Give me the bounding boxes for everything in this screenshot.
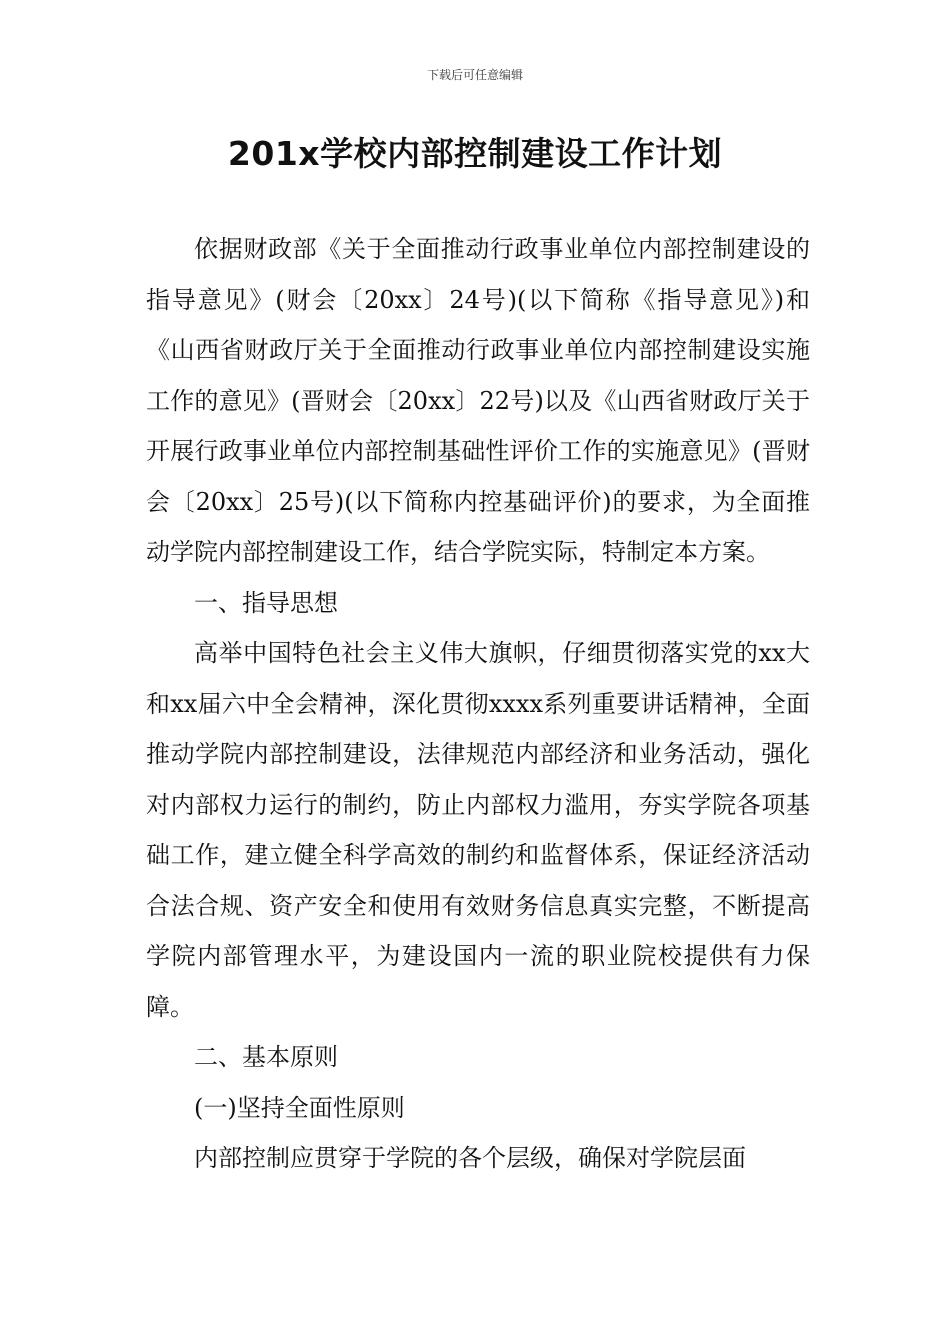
paragraph-basis: 依据财政部《关于全面推动行政事业单位内部控制建设的指导意见》(财会〔20xx〕24号)(以下简称《指导意见》)和《山西省财政厅关于全面推动行政事业单位内部控制建设实施工作的意见》(晋财会〔20xx〕22号)以及《山西省财政厅关于开展行政事业单位内部控制基础性评价工作的实施意见》(晋财会〔20xx〕25号)(以下简称内控基础评价)的要求，为全面推动学院内部控制建设工作，结合学院实际，特制定本方案。 — [146, 235, 810, 566]
document-title: 201x学校内部控制建设工作计划 — [227, 134, 723, 173]
section-heading-basic-principles: 二、基本原则 — [194, 1043, 338, 1071]
document-body — [146, 224, 810, 1184]
subsection-heading-comprehensiveness: (一)坚持全面性原则 — [194, 1093, 405, 1122]
section-heading-guiding-ideology: 一、指导思想 — [194, 588, 338, 617]
paragraph-comprehensiveness: 内部控制应贯穿于学院的各个层级，确保对学院层面 — [194, 1144, 746, 1172]
page-header-note: 下载后可任意编辑 — [426, 68, 523, 82]
paragraph-guiding-ideology: 高举中国特色社会主义伟大旗帜，仔细贯彻落实党的xx大和xx届六中全会精神，深化贯彻xxxx系列重要讲话精神，全面推动学院内部控制建设，法律规范内部经济和业务活动，强化对内部权力运行的制约，防止内部权力滥用，夯实学院各项基础工作，建立健全科学高效的制约和监督体系，保证经济活动合法合规、资产安全和使用有效财务信息真实完整，不断提高学院内部管理水平，为建设国内一流的职业院校提供有力保障。 — [146, 639, 810, 1021]
